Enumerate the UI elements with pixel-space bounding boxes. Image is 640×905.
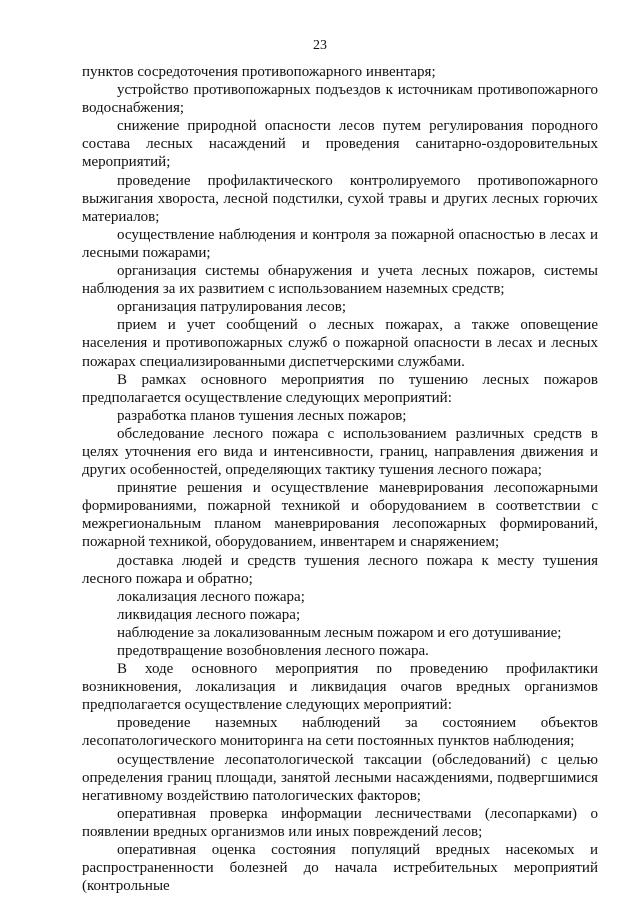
paragraph: разработка планов тушения лесных пожаров; [117,407,407,424]
paragraph: наблюдение за локализованным лесным пожаром и его дотушивание; [117,624,562,641]
paragraph: пунктов сосредоточения противопожарного инвентаря; [82,64,436,80]
paragraph: организация системы обнаружения и учета лесных пожаров, системы наблюдения за их развитием с использованием наземных средств; [82,263,598,298]
page-number: 23 [313,38,327,53]
paragraph: предотвращение возобновления лесного пожара. [117,643,429,659]
paragraph: осуществление наблюдения и контроля за пожарной опасностью в лесах и лесными пожарами; [82,226,598,261]
paragraph: устройство противопожарных подъездов к источникам противопожарного водоснабжения; [82,82,598,117]
paragraph: оперативная проверка информации лесничествами (лесопарками) о появлении вредных организмов или иных повреждений лесов; [82,805,598,840]
paragraph: В рамках основного мероприятия по тушению лесных пожаров предполагается осуществление следующих мероприятий: [82,371,598,406]
paragraph: проведение профилактического контролируемого противопожарного выжигания хвороста, лесной подстилки, сухой травы и других лесных горючих материалов; [82,172,598,225]
paragraph: обследование лесного пожара с использованием различных средств в целях уточнения его вида и интенсивности, границ, направления движения и других особенностей, определяющих тактику тушения лесного пожара; [82,425,598,479]
paragraph: оперативная оценка состояния популяций вредных насекомых и распространенности болезней до начала истребительных мероприятий (контрольные [82,842,598,895]
paragraph: доставка людей и средств тушения лесного пожара к месту тушения лесного пожара и обратно; [82,552,598,587]
paragraph: ликвидация лесного пожара; [117,606,301,623]
paragraph: принятие решения и осуществление маневрирования лесопожарными формированиями, пожарной техникой и оборудованием в соответствии с межрегиональным планом маневрирования лесопожарных формирований, пожарной техникой, оборудованием, инвентарем и снаряжением; [82,480,598,551]
paragraph: проведение наземных наблюдений за состоянием объектов лесопатологического мониторинга на сети постоянных пунктов наблюдения; [82,715,598,750]
paragraph: прием и учет сообщений о лесных пожарах, а также оповещение населения и противопожарных служб о пожарной опасности в лесах и лесных пожарах специализированными диспетчерскими службами. [82,317,598,370]
paragraph: снижение природной опасности лесов путем регулирования породного состава лесных насаждений и проведения санитарно-оздоровительных мероприятий; [82,118,598,171]
paragraph: осуществление лесопатологической таксации (обследований) с целью определения границ площади, занятой лесными насаждениями, подвергшимися негативному воздействию патологических факторов; [82,751,598,804]
paragraph: локализация лесного пожара; [117,588,305,605]
paragraph: организация патрулирования лесов; [117,299,347,316]
paragraph: В ходе основного мероприятия по проведению профилактики возникновения, локализация и ликвидация очагов вредных организмов предполагается осуществление следующих мероприятий: [82,661,598,714]
body-text [82,63,598,895]
